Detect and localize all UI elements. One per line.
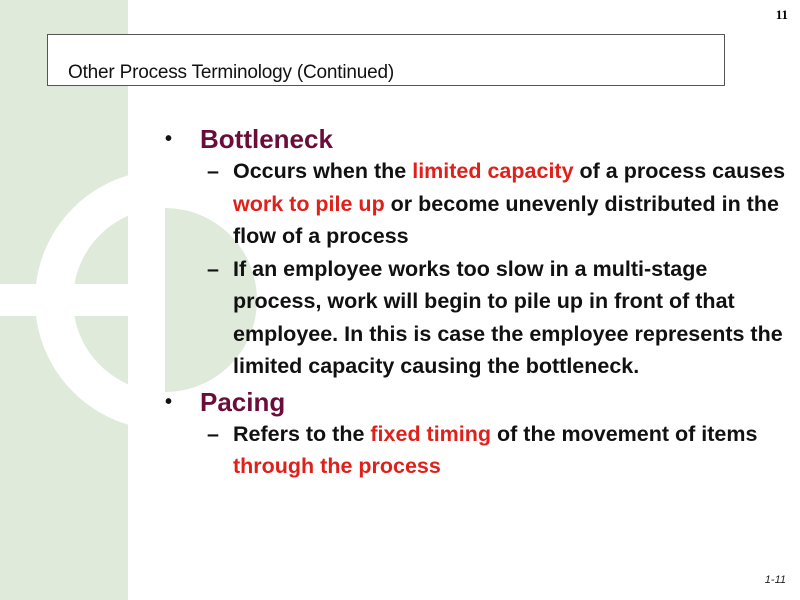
bullet-heading: Pacing xyxy=(200,386,286,417)
dash: – xyxy=(207,159,219,183)
text-run: Refers to the xyxy=(233,421,371,446)
text-run: Occurs when the xyxy=(233,159,413,183)
sub-text xyxy=(233,159,785,248)
sub-bullet xyxy=(160,418,790,483)
sub-text: If an employee works too slow in a multi-stage process, work will begin to pile up in front of that employee. In this is case the employee represents the limited capacity causing the bottleneck. xyxy=(233,256,783,378)
bullet-pacing xyxy=(160,386,790,418)
sub-bullet xyxy=(160,253,790,383)
highlight-run: through the process xyxy=(233,454,441,478)
page-title: Other Process Terminology (Continued) xyxy=(68,62,394,83)
dash: – xyxy=(207,421,219,446)
page-number: 11 xyxy=(775,7,788,22)
highlight-run: work to pile up xyxy=(233,191,385,216)
text-run: of a process causes xyxy=(573,159,786,183)
highlight-run: fixed timing xyxy=(370,421,492,446)
sub-text xyxy=(233,422,757,479)
text-run: or become unevenly distributed in the flow of a process xyxy=(233,191,779,248)
highlight-run: limited capacity xyxy=(412,159,574,183)
slide-content xyxy=(160,120,790,483)
text-run: of the movement of items xyxy=(491,421,758,446)
bullet-dot: • xyxy=(165,390,173,413)
bullet-heading: Bottleneck xyxy=(200,124,333,154)
bullet-bottleneck xyxy=(160,123,790,155)
slide-footer: 1-11 xyxy=(764,574,786,586)
bullet-dot: • xyxy=(165,128,173,150)
sub-bullet xyxy=(160,155,790,253)
dash: – xyxy=(207,256,219,281)
title-box xyxy=(47,34,725,86)
